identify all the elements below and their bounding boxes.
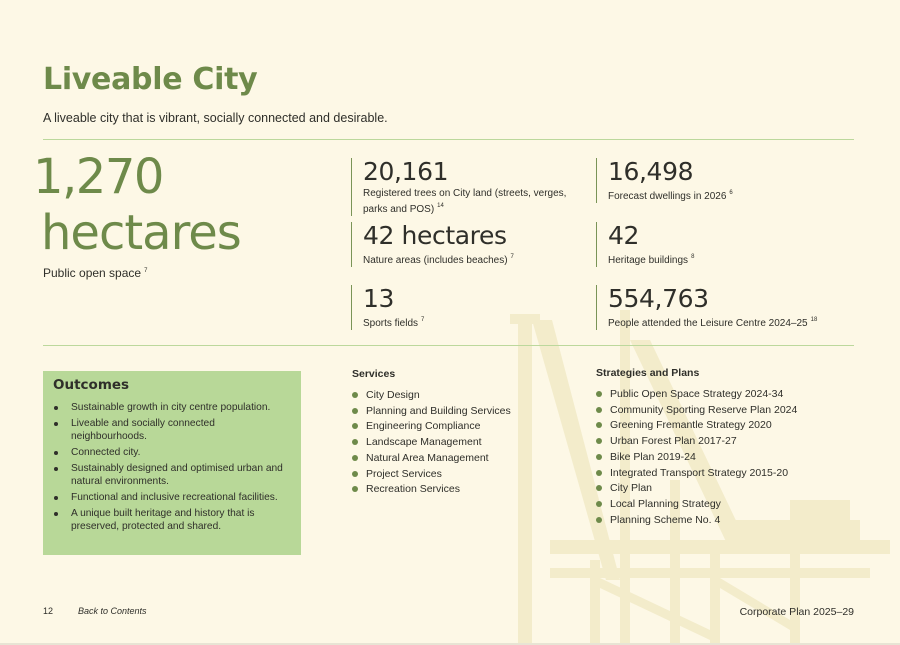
list-item-text: Local Planning Strategy: [610, 497, 721, 510]
bullet-dot-icon: [596, 391, 602, 397]
list-item-text: Planning and Building Services: [366, 404, 511, 417]
list-item-text: Planning Scheme No. 4: [610, 513, 721, 526]
bullet-dot-icon: [596, 485, 602, 491]
strategies-section: [596, 367, 797, 528]
services-section: [352, 368, 511, 498]
list-item: [352, 388, 511, 404]
divider-middle: [43, 345, 854, 346]
bullet-dot-icon: [54, 512, 58, 516]
stat-label-text: Sports fields: [363, 318, 419, 329]
back-to-contents-link[interactable]: Back to Contents: [78, 606, 147, 616]
list-item: [596, 387, 797, 403]
divider-top: [43, 139, 854, 140]
services-list: [352, 388, 511, 498]
bullet-dot-icon: [596, 470, 602, 476]
outcomes-heading: Outcomes: [53, 377, 130, 393]
list-item-text: Urban Forest Plan 2017-27: [610, 435, 737, 448]
list-item: [352, 482, 511, 498]
bullet-dot-icon: [54, 406, 58, 410]
stat-label-text: Heritage buildings: [608, 255, 689, 266]
document-title: Corporate Plan 2025–29: [739, 606, 854, 618]
stat-value: 16,498: [608, 157, 694, 186]
list-item: [53, 401, 291, 414]
stat-value: 554,763: [608, 284, 709, 313]
services-heading: Services: [352, 368, 396, 380]
list-item: [596, 481, 797, 497]
stat-label: [608, 314, 817, 330]
stat-trees: [351, 158, 566, 216]
stat-dwellings: [596, 158, 733, 203]
bullet-dot-icon: [54, 451, 58, 455]
list-item-text: Liveable and socially connected neighbourhoods.: [71, 418, 215, 442]
stat-footnote-ref: 7: [421, 317, 425, 323]
bullet-dot-icon: [352, 455, 358, 461]
bullet-dot-icon: [596, 454, 602, 460]
list-item-text: Bike Plan 2019-24: [610, 450, 696, 463]
stat-value: 42: [608, 221, 640, 250]
bullet-dot-icon: [54, 467, 58, 471]
hero-number: 1,270: [33, 149, 163, 205]
stat-value: 20,161: [363, 157, 449, 186]
outcomes-box: [43, 371, 301, 555]
bullet-dot-icon: [596, 438, 602, 444]
list-item: [352, 451, 511, 467]
stat-label: [363, 314, 424, 330]
list-item: [352, 467, 511, 483]
stat-footnote-ref: 8: [691, 254, 695, 260]
bullet-dot-icon: [352, 439, 358, 445]
hero-footnote-ref: 7: [144, 268, 148, 274]
stat-label-line1: Registered trees on City land (streets, verges,: [363, 188, 567, 199]
list-item: [53, 462, 291, 488]
list-item: [596, 513, 797, 529]
list-item: [53, 446, 291, 459]
list-item: [596, 403, 797, 419]
list-item-text: Sustainably designed and optimised urban and natural environments.: [71, 463, 283, 487]
stat-footnote-ref: 18: [810, 317, 818, 323]
strategies-heading: Strategies and Plans: [596, 367, 700, 379]
list-item: [596, 450, 797, 466]
page-number: 12: [43, 606, 54, 616]
list-item: [352, 435, 511, 451]
bullet-dot-icon: [352, 486, 358, 492]
list-item: [596, 466, 797, 482]
bullet-dot-icon: [352, 408, 358, 414]
list-item-text: Sustainable growth in city centre population.: [71, 402, 271, 413]
stat-label-text: Forecast dwellings in 2026: [608, 191, 727, 202]
list-item-text: Connected city.: [71, 447, 141, 458]
list-item-text: City Design: [366, 389, 420, 401]
stat-value: 42 hectares: [363, 221, 507, 250]
stat-label: [363, 251, 514, 267]
stat-nature-areas: [351, 222, 514, 267]
bullet-dot-icon: [352, 392, 358, 398]
list-item: [596, 418, 797, 434]
stat-footnote-ref: 14: [437, 203, 444, 209]
page-subtitle: A liveable city that is vibrant, socially connected and desirable.: [43, 111, 388, 125]
bullet-dot-icon: [54, 422, 58, 426]
stat-label: [608, 187, 733, 203]
bullet-dot-icon: [54, 496, 58, 500]
stat-sports-fields: [351, 285, 424, 330]
list-item: [53, 417, 291, 443]
list-item-text: Recreation Services: [366, 483, 460, 496]
bullet-dot-icon: [596, 422, 602, 428]
page-title: Liveable City: [43, 62, 258, 97]
stat-label-text: People attended the Leisure Centre 2024–25: [608, 318, 808, 329]
stat-heritage: [596, 222, 694, 267]
list-item-text: Functional and inclusive recreational facilities.: [71, 492, 278, 503]
bullet-dot-icon: [596, 501, 602, 507]
strategies-list: [596, 387, 797, 528]
list-item: [596, 434, 797, 450]
list-item: [53, 507, 291, 533]
stat-label-line2: parks and POS): [363, 204, 435, 215]
hero-unit: hectares: [41, 205, 241, 261]
list-item-text: Community Sporting Reserve Plan 2024: [610, 403, 798, 416]
list-item: [53, 491, 291, 504]
list-item-text: Engineering Compliance: [366, 420, 481, 433]
list-item-text: Integrated Transport Strategy 2015-20: [610, 466, 789, 479]
list-item-text: Landscape Management: [366, 436, 482, 449]
list-item-text: City Plan: [610, 482, 653, 495]
bullet-dot-icon: [352, 423, 358, 429]
bullet-dot-icon: [352, 471, 358, 477]
list-item-text: Natural Area Management: [366, 451, 489, 464]
stat-label-text: Nature areas (includes beaches): [363, 255, 508, 266]
stat-footnote-ref: 6: [729, 190, 733, 196]
bullet-dot-icon: [596, 517, 602, 523]
stat-footnote-ref: 7: [510, 254, 514, 260]
outcomes-list: [53, 401, 291, 533]
list-item: [352, 419, 511, 435]
list-item-text: Greening Fremantle Strategy 2020: [610, 419, 772, 432]
list-item: [352, 404, 511, 420]
stat-label: [363, 187, 566, 216]
hero-label: [43, 266, 147, 280]
list-item-text: Project Services: [366, 467, 442, 480]
stat-label: [608, 251, 694, 267]
list-item-text: Public Open Space Strategy 2024-34: [610, 388, 784, 400]
list-item-text: A unique built heritage and history that is preserved, protected and shared.: [71, 508, 255, 532]
stat-value: 13: [363, 284, 395, 313]
hero-label-text: Public open space: [43, 266, 142, 280]
list-item: [596, 497, 797, 513]
bullet-dot-icon: [596, 407, 602, 413]
stat-leisure-centre: [596, 285, 817, 330]
